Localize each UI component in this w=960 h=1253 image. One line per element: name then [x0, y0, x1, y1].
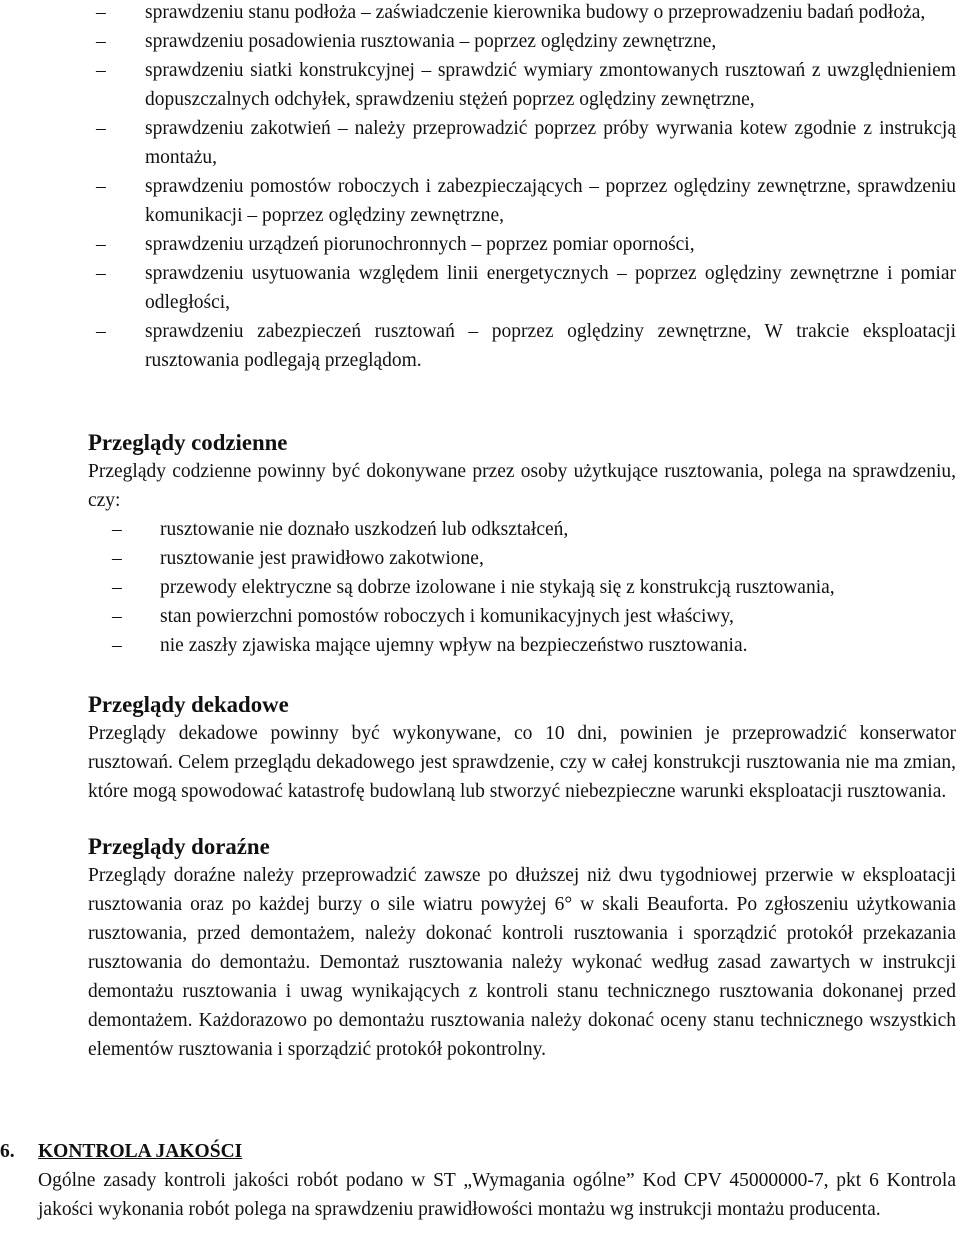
dash-bullet: – [112, 577, 122, 598]
adhoc-inspections-text: Przeglądy doraźne należy przeprowadzić zawsze po dłuższej niż dwu tygodniowej przerwie w eksploatacji rusztowania oraz po każdej burzy o sile wiatru powyżej 6° w skali Beauforta. Po zgłoszeniu użytkowania rusztowania, przed demontażem, należy dokonać kontroli rusztowania i sporządzić protokół przekazania rusztowania do demontażu. Demontaż rusztowania należy wykonać według zasad zawartych w instrukcji demontażu rusztowania i uwag wynikających z kontroli stanu technicznego rusztowania dokonanej przed demontażem. Każdorazowo po demontażu rusztowania należy dokonać oceny stanu technicznego wszystkich elementów rusztowania i sporządzić protokół pokontrolny. [88, 865, 956, 1060]
dash-bullet: – [96, 60, 106, 81]
list-item: – rusztowanie jest prawidłowo zakotwione, [0, 544, 960, 573]
list-item: – sprawdzeniu stanu podłoża – zaświadczenie kierownika budowy o przeprowadzeniu badań podłoża, [0, 0, 960, 27]
inspection-checklist [0, 0, 960, 375]
decade-inspections-section [88, 690, 956, 806]
list-item: – sprawdzeniu siatki konstrukcyjnej – sprawdzić wymiary zmontowanych rusztowań z uwzględnieniem dopuszczalnych odchyłek, sprawdzeniu stężeń poprzez oględziny zewnętrzne, [0, 56, 960, 114]
daily-inspections-section [88, 428, 956, 660]
adhoc-inspections-heading: Przeglądy doraźne [88, 834, 270, 859]
section-number: 6. [0, 1141, 15, 1162]
decade-inspections-heading: Przeglądy dekadowe [88, 692, 289, 717]
quality-control-text: Ogólne zasady kontroli jakości robót podano w ST „Wymagania ogólne” Kod CPV 45000000-7, pkt 6 Kontrola jakości wykonania robót polega na sprawdzeniu prawidłowości montażu wg instrukcji montażu producenta. [38, 1170, 956, 1220]
dash-bullet: – [96, 2, 106, 23]
dash-bullet: – [112, 606, 122, 627]
list-item: – rusztowanie nie doznało uszkodzeń lub odkształceń, [0, 515, 960, 544]
section-heading [0, 1137, 956, 1166]
dash-bullet: – [96, 176, 106, 197]
section-title: KONTROLA JAKOŚCI [38, 1141, 243, 1162]
decade-inspections-text: Przeglądy dekadowe powinny być wykonywane, co 10 dni, powinien je przeprowadzić konserwator rusztowań. Celem przeglądu dekadowego jest sprawdzenie, czy w całej konstrukcji rusztowania nie ma zmian, które mogą spowodować katastrofę budowlaną lub stworzyć niebezpieczne warunki eksploatacji rusztowania. [88, 723, 956, 802]
list-item: – sprawdzeniu zabezpieczeń rusztowań – poprzez oględziny zewnętrzne, W trakcie eksploatacji rusztowania podlegają przeglądom. [0, 317, 960, 375]
daily-inspections-intro: Przeglądy codzienne powinny być dokonywane przez osoby użytkujące rusztowania, polega na sprawdzeniu, czy: [88, 461, 956, 511]
list-item: – sprawdzeniu usytuowania względem linii energetycznych – poprzez oględziny zewnętrzne i pomiar odległości, [0, 259, 960, 317]
list-item: – nie zaszły zjawiska mające ujemny wpływ na bezpieczeństwo rusztowania. [0, 631, 960, 660]
list-item: – przewody elektryczne są dobrze izolowane i nie stykają się z konstrukcją rusztowania, [0, 573, 960, 602]
dash-bullet: – [96, 118, 106, 139]
list-item: – sprawdzeniu posadowienia rusztowania – poprzez oględziny zewnętrzne, [0, 27, 960, 56]
dash-bullet: – [96, 234, 106, 255]
daily-inspections-heading: Przeglądy codzienne [88, 430, 288, 455]
adhoc-inspections-section [88, 832, 956, 1064]
dash-bullet: – [96, 31, 106, 52]
list-item: – sprawdzeniu pomostów roboczych i zabezpieczających – poprzez oględziny zewnętrzne, sprawdzeniu komunikacji – poprzez oględziny zewnętrzne, [0, 172, 960, 230]
dash-bullet: – [112, 519, 122, 540]
dash-bullet: – [96, 321, 106, 342]
dash-bullet: – [112, 635, 122, 656]
daily-checklist [0, 515, 960, 660]
dash-bullet: – [96, 263, 106, 284]
dash-bullet: – [112, 548, 122, 569]
list-item: – sprawdzeniu urządzeń piorunochronnych – poprzez pomiar oporności, [0, 230, 960, 259]
list-item: – sprawdzeniu zakotwień – należy przeprowadzić poprzez próby wyrwania kotew zgodnie z instrukcją montażu, [0, 114, 960, 172]
quality-control-section [0, 1137, 956, 1224]
list-item: – stan powierzchni pomostów roboczych i komunikacyjnych jest właściwy, [0, 602, 960, 631]
